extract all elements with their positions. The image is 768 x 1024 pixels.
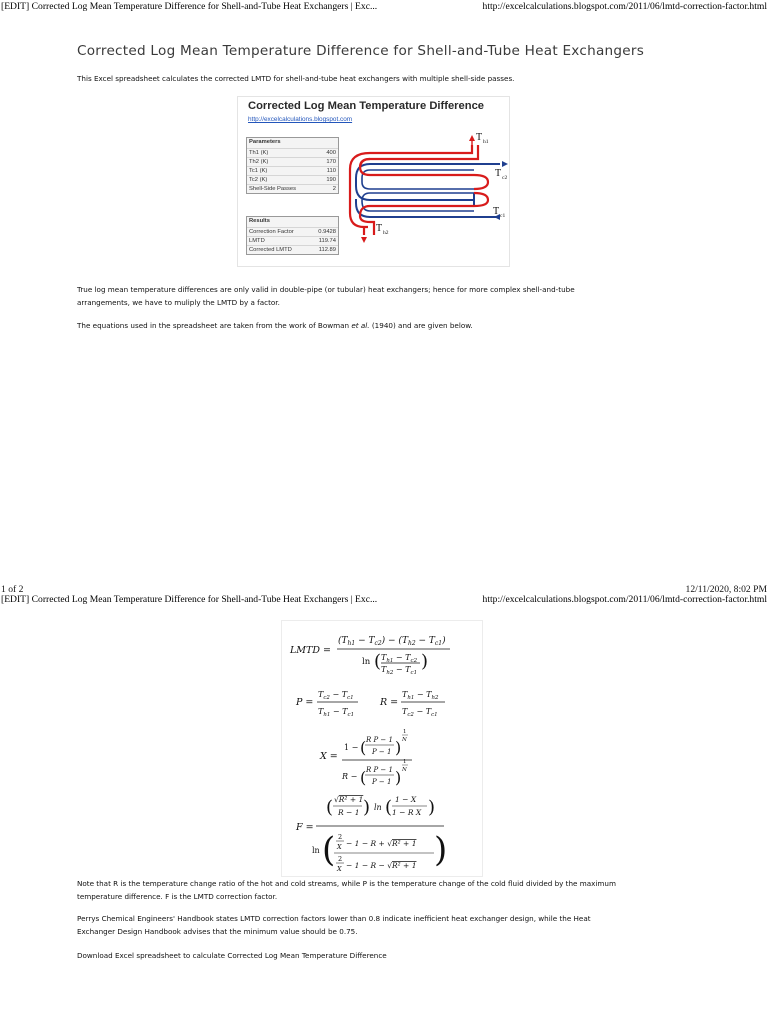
svg-text:R P − 1: R P − 1 [366, 736, 393, 744]
print-header-url[interactable]: http://excelcalculations.blogspot.com/2011/06/lmtd-correction-factor.html [482, 1, 767, 12]
svg-text:): ) [395, 738, 402, 757]
svg-text:P − 1: P − 1 [372, 778, 392, 786]
label-tc1: T [493, 206, 500, 217]
svg-text:(: ( [360, 768, 367, 787]
paragraph-text: (1940) and are given below. [369, 321, 473, 330]
x-label: X = [320, 751, 338, 762]
svg-text:1: 1 [403, 729, 407, 735]
svg-text:ln: ln [374, 803, 382, 812]
parameters-header: Parameters [249, 139, 281, 145]
cold-stream-line [356, 199, 500, 217]
svg-text:ln: ln [312, 846, 320, 855]
parameter-row [247, 175, 338, 184]
heat-exchanger-diagram [348, 131, 510, 267]
svg-text:1 − X: 1 − X [395, 795, 417, 804]
result-value: 112.89 [318, 247, 336, 253]
paragraph-note [77, 878, 687, 903]
page-number: 1 of 2 [1, 584, 24, 595]
paragraph-text: The equations used in the spreadsheet are taken from the work of Bowman [77, 321, 352, 330]
print-header-title: [EDIT] Corrected Log Mean Temperature Difference for Shell-and-Tube Heat Exchangers | Exc... [1, 594, 378, 605]
paragraph-equations-source [77, 320, 687, 333]
svg-text:R − 1: R − 1 [338, 808, 360, 817]
parameter-row [247, 148, 338, 157]
svg-text:(: ( [374, 651, 382, 672]
equations-image [281, 620, 483, 877]
parameter-row [247, 157, 338, 166]
param-value: 110 [326, 168, 336, 174]
svg-text:√R² + 1: √R² + 1 [334, 795, 364, 804]
article-title: Corrected Log Mean Temperature Difference for Shell-and-Tube Heat Exchangers [77, 43, 645, 59]
svg-text:R P − 1: R P − 1 [366, 766, 393, 774]
result-row [247, 227, 338, 236]
svg-text:): ) [421, 651, 429, 672]
svg-text:Tc2 − Tc1: $T_{c2} - T_{c1}$ [318, 690, 354, 701]
paragraph-line: True log mean temperature differences are only valid in double-pipe (or tubular) heat exchangers; hence for more complex shell-and-tube [77, 285, 575, 294]
print-header-url[interactable]: http://excelcalculations.blogspot.com/2011/06/lmtd-correction-factor.html [482, 594, 767, 605]
svg-text:(: ( [326, 797, 334, 818]
lmtd-denominator: ln [362, 657, 371, 667]
svg-text:X: X [337, 865, 342, 873]
result-label: LMTD [249, 238, 265, 244]
svg-text:1 − R X: 1 − R X [392, 808, 422, 817]
svg-text:): ) [434, 830, 448, 870]
svg-text:): ) [428, 797, 436, 818]
svg-text:(: ( [360, 738, 367, 757]
hot-stream-line [350, 145, 472, 169]
svg-text:c2: c2 [502, 175, 508, 181]
result-value: 0.9428 [318, 229, 336, 235]
param-label: Tc2 (K) [249, 177, 268, 183]
svg-text:− 1 − R + √R² + 1: − 1 − R + √R² + 1 [346, 839, 417, 848]
lmtd-label: LMTD = [290, 645, 331, 656]
svg-text:Th1 − Tc2: $T_{h1} - T_{c2}$ [381, 653, 418, 664]
r-label: R = [380, 697, 399, 708]
paragraph-line: arrangements, we have to muliply the LMTD by a factor. [77, 297, 280, 307]
p-label: P = [296, 697, 314, 708]
param-label: Th2 (K) [249, 159, 269, 165]
svg-text:(: ( [322, 830, 336, 870]
param-value: 400 [326, 150, 336, 156]
equations-svg [282, 621, 484, 878]
figure-title: Corrected Log Mean Temperature Difference [248, 100, 485, 112]
svg-text:Th2 − Tc1: $T_{h2} - T_{c1}$ [381, 665, 418, 676]
svg-text:Th1 − Tc1: $T_{h1} - T_{c1}$ [318, 707, 355, 718]
param-value: 190 [326, 177, 336, 183]
print-timestamp: 12/11/2020, 8:02 PM [685, 584, 767, 595]
print-header-page2 [0, 594, 768, 608]
svg-text:1: 1 [403, 759, 407, 765]
results-header: Results [249, 218, 270, 224]
svg-text:): ) [363, 797, 371, 818]
paragraph-line: temperature difference. F is the LMTD correction factor. [77, 891, 278, 901]
th2-arrow [361, 237, 367, 243]
param-label: Shell-Side Passes [249, 186, 297, 192]
svg-text:P − 1: P − 1 [372, 748, 392, 756]
param-value: 170 [326, 159, 336, 165]
figure-link[interactable]: http://excelcalculations.blogspot.com [248, 116, 353, 123]
svg-text:R −: R − [342, 772, 358, 781]
intro-paragraph: This Excel spreadsheet calculates the corrected LMTD for shell-and-tube heat exchangers with multiple shell-side passes. [77, 74, 515, 83]
paragraph-validity [77, 284, 687, 309]
results-table [246, 216, 339, 255]
result-label: Correction Factor [249, 229, 294, 235]
label-th2: T [376, 223, 383, 234]
svg-text:): ) [395, 768, 402, 787]
result-value: 119.74 [318, 238, 336, 244]
parameter-row [247, 184, 338, 193]
parameter-row [247, 166, 338, 175]
download-link[interactable]: Download Excel spreadsheet to calculate Corrected Log Mean Temperature Difference [77, 951, 387, 960]
param-label: Tc1 (K) [249, 168, 268, 174]
parameters-table [246, 137, 339, 194]
svg-text:X: X [337, 843, 342, 851]
svg-text:N: N [402, 767, 407, 773]
result-row [247, 236, 338, 245]
svg-text:2: 2 [338, 833, 343, 841]
f-label: F = [296, 822, 314, 833]
spreadsheet-screenshot [237, 96, 510, 267]
hot-stream-line [360, 145, 478, 169]
svg-text:Th1 − Th2: $T_{h1} - T_{h2}$ [402, 690, 439, 701]
svg-text:Tc2 − Tc1: $T_{c2} - T_{c1}$ [402, 707, 438, 718]
param-value: 2 [332, 186, 336, 192]
label-th1: T [476, 132, 483, 143]
label-tc2: T [495, 168, 502, 179]
result-row [247, 245, 338, 254]
param-label: Th1 (K) [249, 150, 269, 156]
svg-text:(: ( [385, 797, 393, 818]
svg-text:c1: c1 [500, 213, 506, 219]
paragraph-line: Exchanger Design Handbook advises that the minimum value should be 0.75. [77, 926, 358, 936]
print-header-title: [EDIT] Corrected Log Mean Temperature Difference for Shell-and-Tube Heat Exchangers | Exc... [1, 1, 378, 12]
result-label: Corrected LMTD [249, 247, 292, 253]
svg-text:N: N [402, 737, 407, 743]
svg-text:− 1 − R − √R² + 1: − 1 − R − √R² + 1 [346, 861, 417, 870]
paragraph-italic: et al. [351, 321, 370, 330]
svg-text:1 −: 1 − [344, 743, 359, 752]
svg-text:2: 2 [338, 855, 343, 863]
tc2-arrow [502, 161, 508, 167]
paragraph-perrys [77, 913, 687, 938]
print-header-page1 [0, 1, 768, 15]
paragraph-line: Perrys Chemical Engineers' Handbook states LMTD correction factors lower than 0.8 indicate inefficient heat exchanger design, while the Heat [77, 914, 591, 923]
lmtd-numerator: $(T_{h1} - T_{c2}) - (T_{h2} - T_{c1})$ [338, 636, 446, 647]
paragraph-line: Note that R is the temperature change ratio of the hot and cold streams, while P is the temperature change of the cold fluid divided by the maximum [77, 879, 616, 888]
svg-text:h1: h1 [483, 139, 489, 145]
svg-text:h2: h2 [383, 230, 389, 236]
